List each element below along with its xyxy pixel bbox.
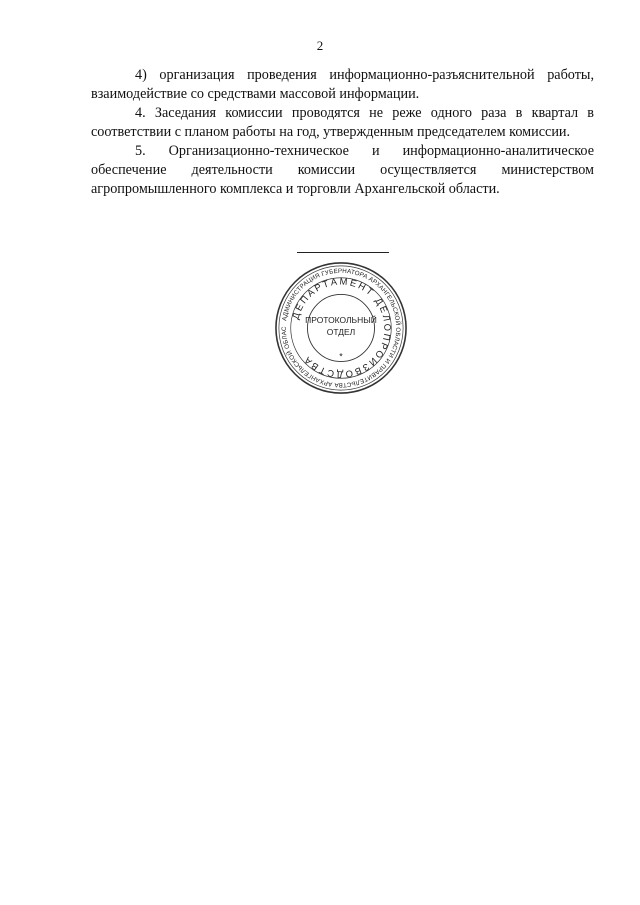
end-divider-line <box>297 252 389 253</box>
stamp-star-icon: * <box>339 351 343 362</box>
stamp-outer-text: АДМИНИСТРАЦИЯ ГУБЕРНАТОРА АРХАНГЕЛЬСКОЙ ОБЛАСТИ И ПРАВИТЕЛЬСТВА АРХАНГЕЛЬСКОЙ ОБЛАС <box>280 267 402 389</box>
page-number: 2 <box>316 38 324 53</box>
stamp-center-line-2: ОТДЕЛ <box>326 326 356 337</box>
stamp-inner-text: ДЕПАРТАМЕНТ ДЕЛОПРОИЗВОДСТВА <box>290 276 393 380</box>
paragraph-section-4: 4. Заседания комиссии проводятся не реже одного раза в квартал в соответствии с планом работы на год, утвержденным председателем комиссии. <box>91 105 594 140</box>
protocol-department-stamp <box>272 259 410 397</box>
stamp-center-line-1: ПРОТОКОЛЬНЫЙ <box>305 315 377 326</box>
stamp-seal-graphic <box>272 259 410 397</box>
paragraph-item-4: 4) организация проведения информационно-разъяснительной работы, взаимодействие со средствами массовой информации. <box>91 67 594 102</box>
paragraph-section-5: 5. Организационно-техническое и информационно-аналитическое обеспечение деятельности комиссии осуществляется министерством агропромышленного комплекса и торговли Архангельской области. <box>91 143 594 197</box>
document-body <box>91 66 594 199</box>
